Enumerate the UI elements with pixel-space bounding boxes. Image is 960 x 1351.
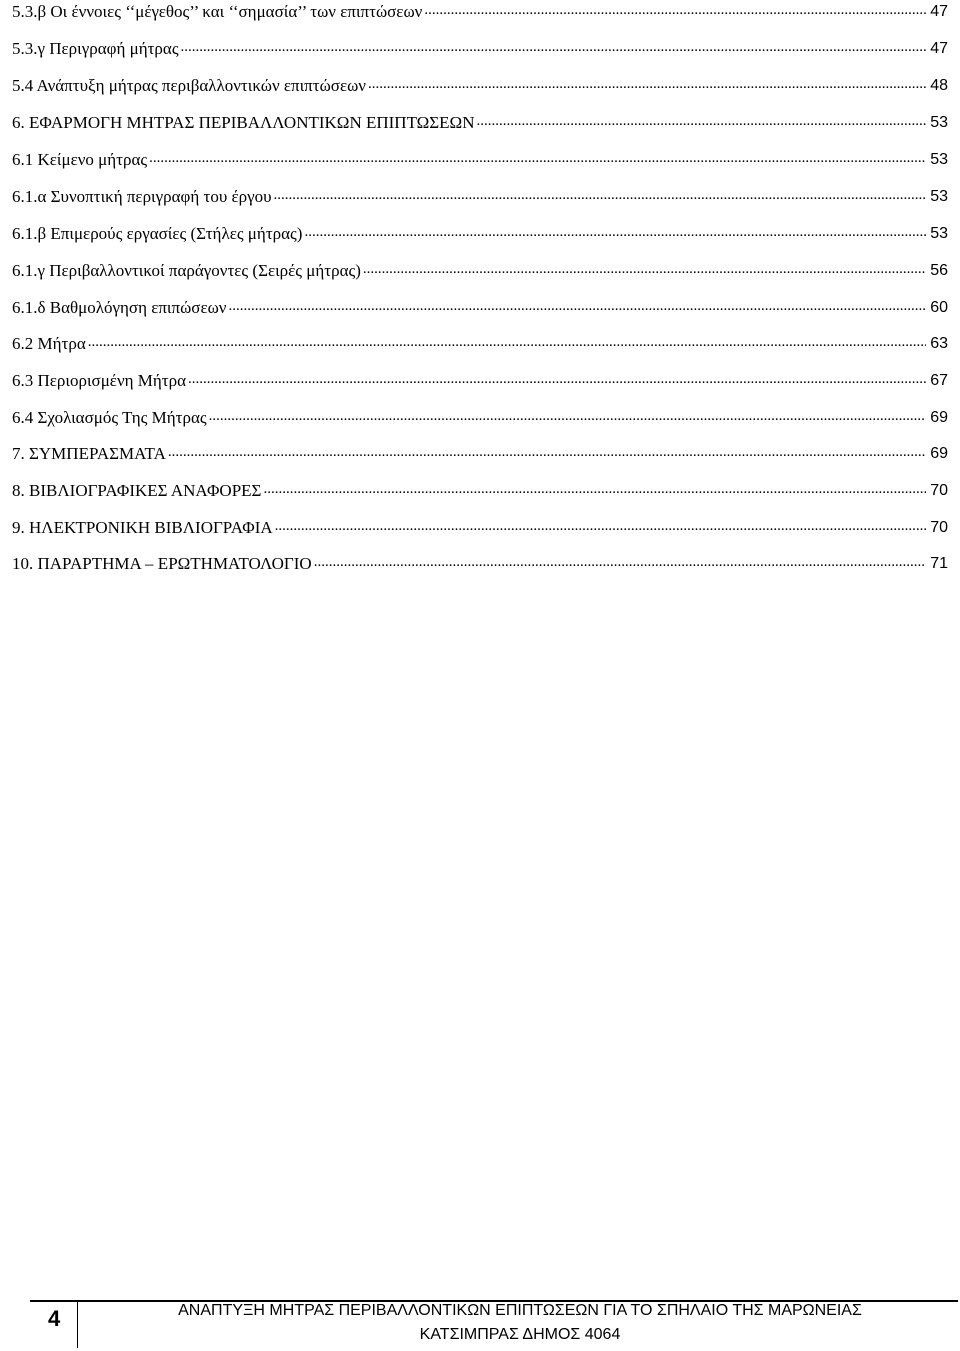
toc-entry-title: 5.4 Ανάπτυξη μήτρας περιβαλλοντικών επιπτώσεων [12,76,366,95]
toc-entry-page: 47 [930,40,948,57]
dot-leader [188,371,926,391]
dot-leader [209,408,926,428]
toc-entry-title: 9. ΗΛΕΚΤΡΟΝΙΚΗ ΒΙΒΛΙΟΓΡΑΦΙΑ [12,518,273,537]
toc-entry-title: 6.1.β Επιμερούς εργασίες (Στήλες μήτρας) [12,224,303,243]
toc-entry-page: 53 [930,151,948,168]
dot-leader [181,39,926,59]
toc-entry-page: 69 [930,409,948,426]
toc-entry-page: 48 [930,77,948,94]
dot-leader [304,224,926,244]
toc-entry-page: 53 [930,225,948,242]
toc-entry-page: 60 [930,299,948,316]
dot-leader [363,261,926,281]
toc-entry[interactable] [12,140,948,170]
toc-entry[interactable] [12,471,948,501]
toc-entry-page: 70 [930,519,948,536]
toc-entry[interactable] [12,398,948,428]
toc-entry-title: 7. ΣΥΜΠΕΡΑΣΜΑΤΑ [12,444,166,463]
dot-leader [149,150,926,170]
dot-leader [263,481,926,501]
toc-entry-page: 71 [930,555,948,572]
toc-entry[interactable] [12,66,948,96]
toc-entry-page: 47 [930,3,948,20]
dot-leader [476,113,926,133]
toc-entry-title: 6.2 Μήτρα [12,334,86,353]
toc-entry-title: 5.3.β Οι έννοιες ‘‘μέγεθος’’ και ‘‘σημασία’’ των επιπτώσεων [12,2,423,21]
toc-entry-page: 70 [930,482,948,499]
toc-entry-page: 53 [930,188,948,205]
toc-entry-page: 56 [930,262,948,279]
toc-entry[interactable] [12,214,948,244]
toc-entry[interactable] [12,324,948,354]
dot-leader [275,518,926,538]
dot-leader [424,2,926,22]
toc-entry[interactable] [12,29,948,59]
footer-vertical-divider [77,1300,78,1348]
toc-entry[interactable] [12,434,948,464]
toc-entry[interactable] [12,0,948,22]
dot-leader [274,187,926,207]
toc-entry[interactable] [12,361,948,391]
toc-entry[interactable] [12,508,948,538]
toc-entry-title: 5.3.γ Περιγραφή μήτρας [12,39,179,58]
toc-entry-title: 10. ΠΑΡΑΡΤΗΜΑ – ΕΡΩΤΗΜΑΤΟΛΟΓΙΟ [12,554,312,573]
toc-entry-page: 63 [930,335,948,352]
toc-entry-page: 67 [930,372,948,389]
toc-entry-title: 6.4 Σχολιασμός Της Μήτρας [12,408,207,427]
toc-entry-title: 6.1.δ Βαθμολόγηση επιπώσεων [12,298,227,317]
dot-leader [368,76,926,96]
dot-leader [228,298,926,318]
footer-page-number: 4 [48,1306,61,1331]
toc-entry-title: 6.3 Περιορισμένη Μήτρα [12,371,187,390]
toc-entry-title: 8. ΒΙΒΛΙΟΓΡΑΦΙΚΕΣ ΑΝΑΦΟΡΕΣ [12,481,262,500]
toc-entry-title: 6.1.α Συνοπτική περιγραφή του έργου [12,187,272,206]
dot-leader [314,554,926,574]
toc-entry[interactable] [12,251,948,281]
toc-entry[interactable] [12,103,948,133]
footer-author: ΚΑΤΣΙΜΠΡΑΣ ΔΗΜΟΣ 4064 [419,1326,621,1343]
toc-entry-title: 6.1.γ Περιβαλλοντικοί παράγοντες (Σειρές μήτρας) [12,261,361,280]
toc-entry-title: 6.1 Κείμενο μήτρας [12,150,148,169]
toc-entry-page: 69 [930,445,948,462]
toc-entry[interactable] [12,177,948,207]
toc-entry[interactable] [12,288,948,318]
footer-document-title: ΑΝΑΠΤΥΞΗ ΜΗΤΡΑΣ ΠΕΡΙΒΑΛΛΟΝΤΙΚΩΝ ΕΠΙΠΤΩΣΕΩΝ ΓΙΑ ΤΟ ΣΠΗΛΑΙΟ ΤΗΣ ΜΑΡΩΝΕΙΑΣ [178,1302,862,1319]
toc-entry-page: 53 [930,114,948,131]
dot-leader [88,334,926,354]
toc-entry[interactable] [12,544,948,574]
toc-entry-title: 6. ΕΦΑΡΜΟΓΗ ΜΗΤΡΑΣ ΠΕΡΙΒΑΛΛΟΝΤΙΚΩΝ ΕΠΙΠΤΩΣΕΩΝ [12,113,475,132]
dot-leader [168,444,926,464]
